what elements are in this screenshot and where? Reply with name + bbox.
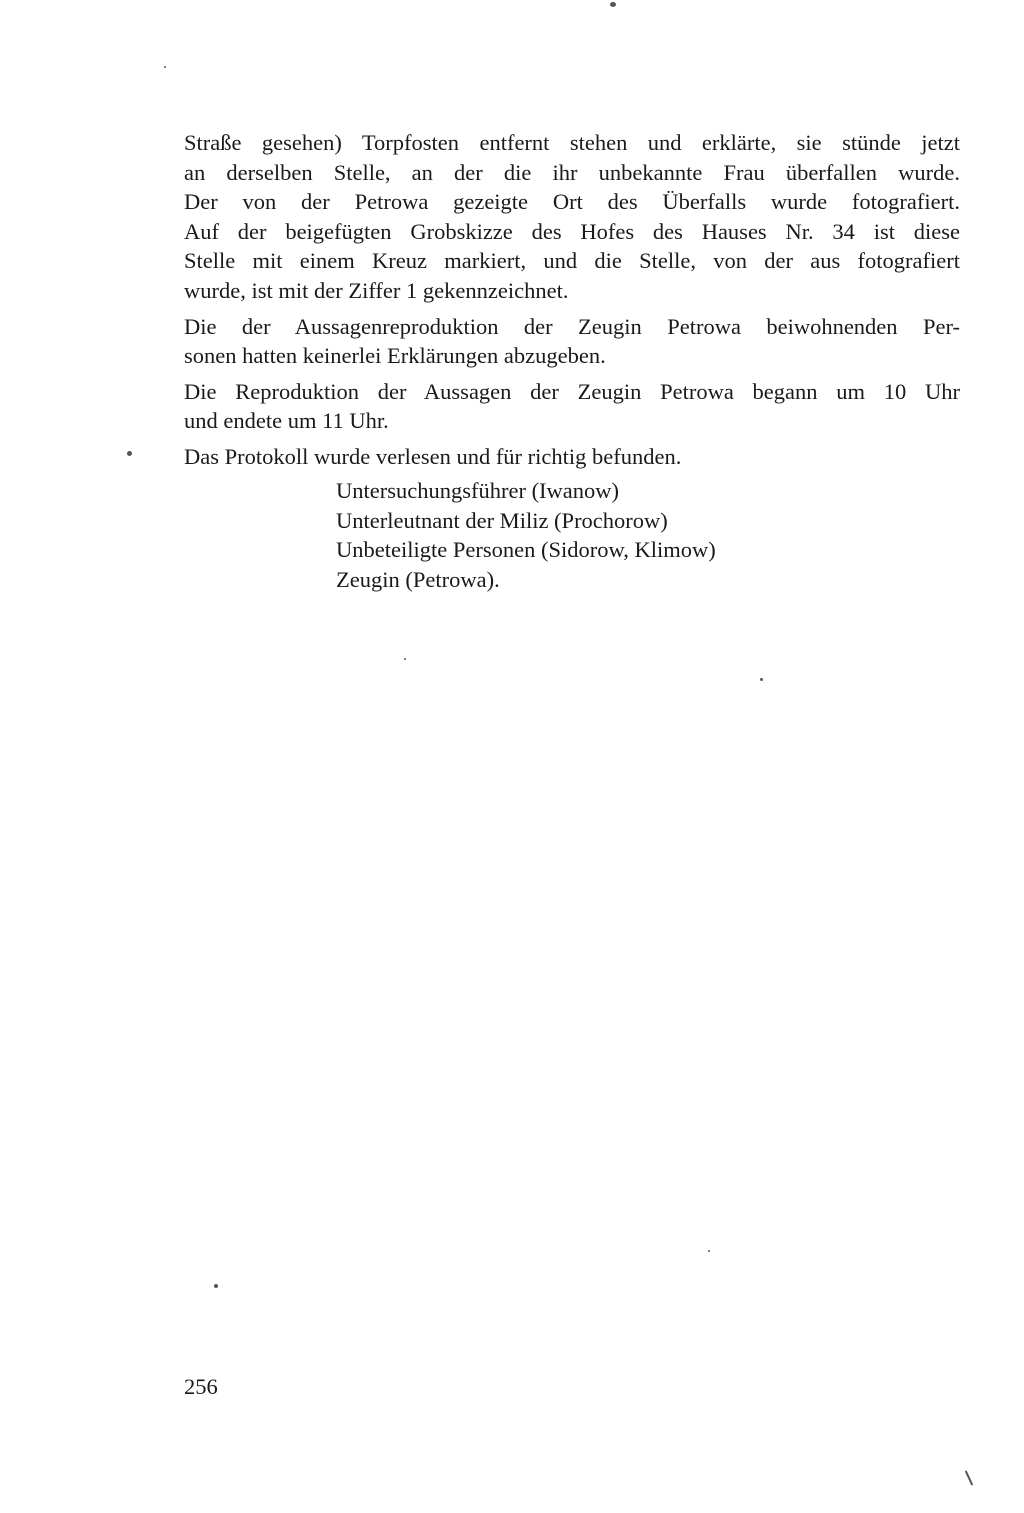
text-line: an derselben Stelle, an der die ihr unbekannte Frau überfallen wurde. bbox=[184, 159, 960, 185]
signature-block bbox=[336, 476, 716, 594]
body-text bbox=[184, 128, 960, 478]
text-line: Das Protokoll wurde verlesen und für richtig befunden. bbox=[184, 443, 682, 469]
text-line: sonen hatten keinerlei Erklärungen abzugeben. bbox=[184, 343, 606, 369]
paragraph-3 bbox=[184, 377, 960, 436]
signature-line: Unterleutnant der Miliz (Prochorow) bbox=[336, 507, 668, 533]
page-number: 256 bbox=[184, 1374, 218, 1399]
scan-speck bbox=[965, 1470, 974, 1485]
paragraph-2 bbox=[184, 312, 960, 371]
text-line: Die Reproduktion der Aussagen der Zeugin Petrowa begann um 10 Uhr bbox=[184, 378, 960, 404]
paragraph-4 bbox=[184, 442, 960, 472]
scan-speck bbox=[127, 451, 132, 456]
scan-speck bbox=[404, 658, 406, 660]
text-line: Stelle mit einem Kreuz markiert, und die Stelle, von der aus fotografiert bbox=[184, 248, 960, 274]
scan-speck bbox=[164, 66, 166, 68]
paragraph-1 bbox=[184, 128, 960, 306]
text-line: Der von der Petrowa gezeigte Ort des Überfalls wurde fotografiert. bbox=[184, 189, 960, 215]
text-line: Auf der beigefügten Grobskizze des Hofes des Hauses Nr. 34 ist diese bbox=[184, 218, 960, 244]
scan-speck bbox=[760, 678, 763, 681]
text-line: Die der Aussagenreproduktion der Zeugin Petrowa beiwohnenden Per- bbox=[184, 313, 960, 339]
scan-speck bbox=[610, 2, 616, 7]
signature-line: Untersuchungsführer (Iwanow) bbox=[336, 478, 620, 503]
signature-line: Zeugin (Petrowa). bbox=[336, 566, 500, 592]
text-line: Straße gesehen) Torpfosten entfernt stehen und erklärte, sie stünde jetzt bbox=[184, 130, 960, 155]
text-line: und endete um 11 Uhr. bbox=[184, 408, 389, 434]
scan-speck bbox=[214, 1284, 218, 1288]
signature-line: Unbeteiligte Personen (Sidorow, Klimow) bbox=[336, 537, 716, 563]
text-line: wurde, ist mit der Ziffer 1 gekennzeichnet. bbox=[184, 277, 569, 303]
scan-speck bbox=[708, 1250, 710, 1252]
